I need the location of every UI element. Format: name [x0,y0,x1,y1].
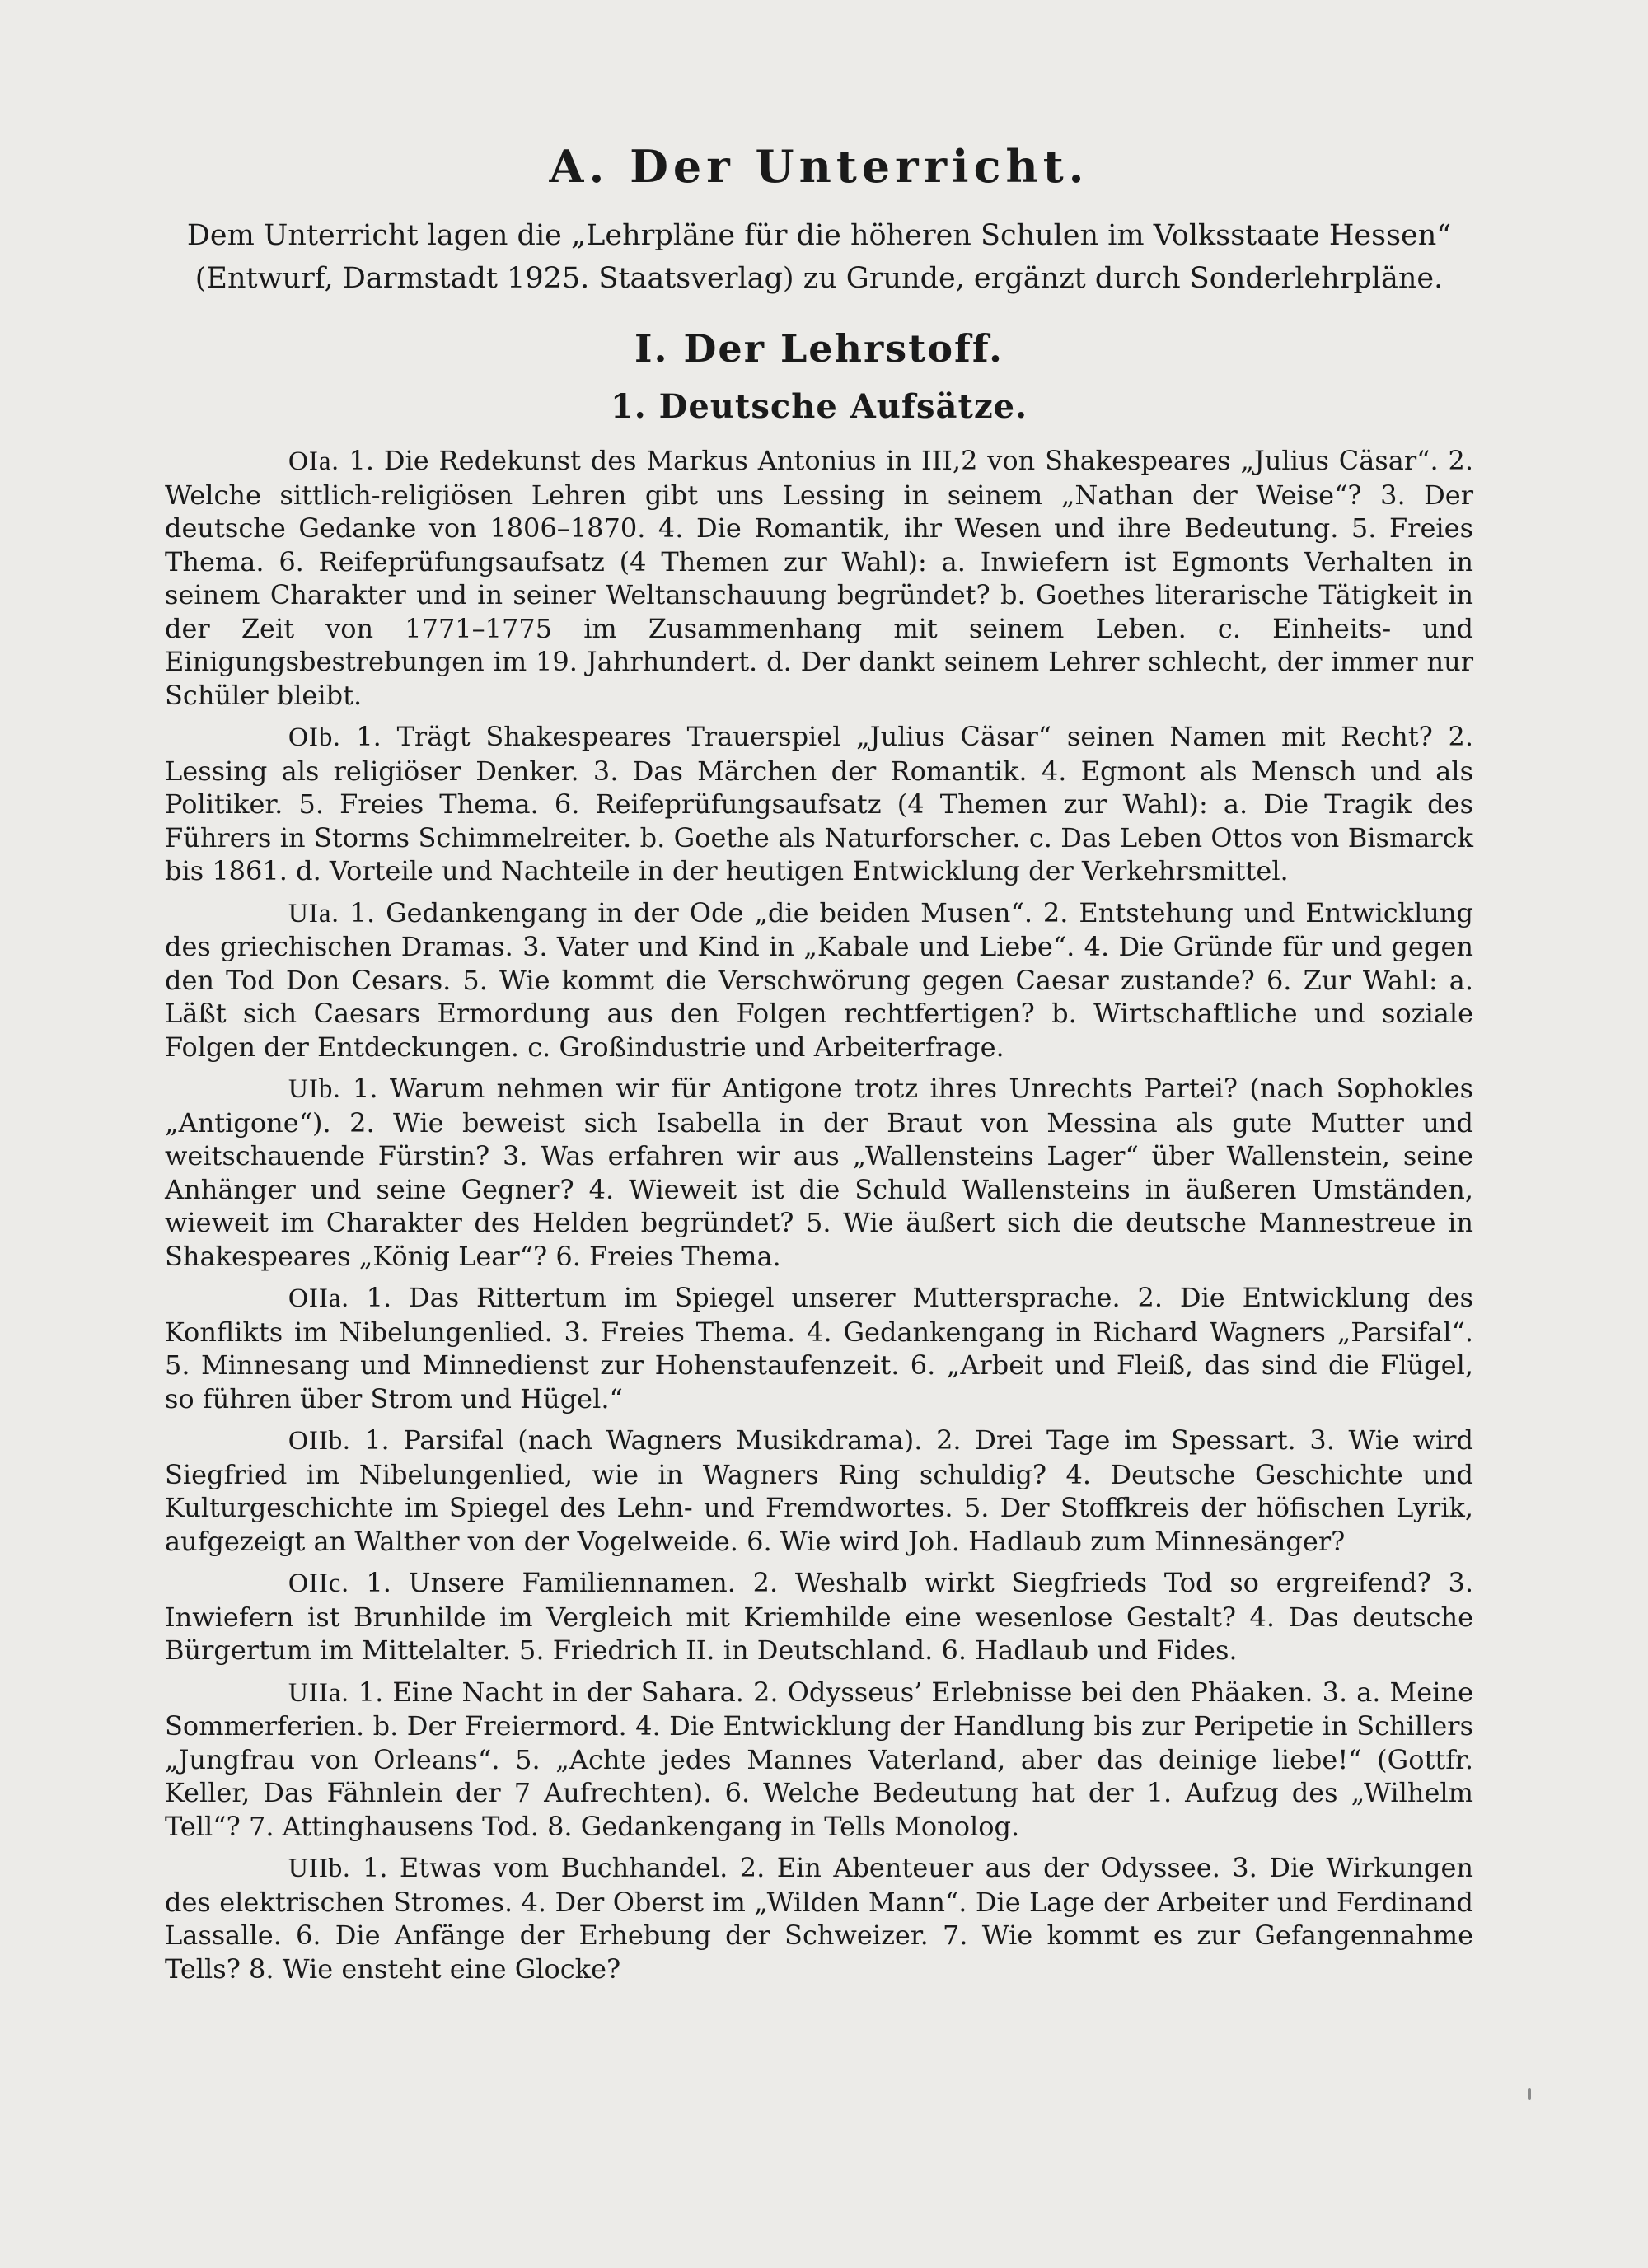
document-page [165,140,1473,1994]
chapter-prefix: A. [549,140,610,193]
entry-text: 1. Unsere Familiennamen. 2. Weshalb wirkt Siegfrieds Tod so ergreifend? 3. Inwiefern ist Brunhilde im Vergleich mit Kriemhilde eine wesenlose Gestalt? 4. Das deutsche Bürgertum im Mittelalter. 5. Friedrich II. in Deutschland. 6. Hadlaub und Fides. [165,1567,1474,1666]
paper-speck [1528,2088,1531,2100]
class-label: OIIc. [288,1569,349,1598]
entry-text: 1. Parsifal (nach Wagners Musikdrama). 2. Drei Tage im Spessart. 3. Wie wird Siegfried im Nibelungenlied, wie in Wagners Ring schuldig? 4. Deutsche Geschichte und Kulturgeschichte im Spiegel des Lehn- und Fremdwortes. 5. Der Stoffkreis der höfischen Lyrik, aufgezeigt an Walther von der Vogelweide. 6. Wie wird Joh. Hadlaub zum Minnesänger? [165,1424,1474,1557]
subsection-number: 1. [610,387,647,426]
entry-ula [165,896,1473,1064]
section-number: I. [634,326,669,371]
entry-oiia [165,1281,1473,1415]
entry-text: 1. Die Redekunst des Markus Antonius in III,2 von Shakespeares „Julius Cäsar“. 2. Welche sittlich-religiösen Lehren gibt uns Lessing in seinem „Nathan der Weise“? 3. Der deutsche Gedanke von 1806–1870. 4. Die Romantik, ihr Wesen und ihre Bedeutung. 5. Freies Thema. 6. Reifeprüfungsaufsatz (4 Themen zur Wahl): a. Inwiefern ist Egmonts Verhalten in seinem Charakter und in seiner Weltanschauung begründet? b. Goethes literarische Tätigkeit in der Zeit von 1771–1775 im Zusammenhang mit seinem Leben. c. Einheits- und Einigungsbestrebungen im 19. Jahrhundert. d. Der dankt seinem Lehrer schlecht, der immer nur Schüler bleibt. [165,445,1474,711]
entry-text: 1. Warum nehmen wir für Antigone trotz ihres Unrechts Partei? (nach Sophokles „Antigone“). 2. Wie beweist sich Isabella in der Braut von Messina als gute Mutter und weitschauende Fürstin? 3. Was erfahren wir aus „Wallensteins Lager“ über Wallenstein, seine Anhänger und seine Gegner? 4. Wieweit ist die Schuld Wallensteins in äußeren Umständen, wieweit im Charakter des Helden begründet? 5. Wie äußert sich die deutsche Mannestreue in Shakespeares „König Lear“? 6. Freies Thema. [165,1073,1474,1272]
chapter-heading [165,140,1473,193]
class-label: OIIb. [288,1426,351,1456]
class-label: UIa. [288,898,339,928]
entry-text: 1. Trägt Shakespeares Trauerspiel „Julius Cäsar“ seinen Namen mit Recht? 2. Lessing als religiöser Denker. 3. Das Märchen der Romantik. 4. Egmont als Mensch und als Politiker. 5. Freies Thema. 6. Reifeprüfungsaufsatz (4 Themen zur Wahl): a. Die Tragik des Führers in Storms Schimmelreiter. b. Goethe als Naturforscher. c. Das Leben Ottos von Bismarck bis 1861. d. Vorteile und Nachteile in der heutigen Entwicklung der Verkehrsmittel. [165,721,1474,886]
entry-text: 1. Eine Nacht in der Sahara. 2. Odysseus’ Erlebnisse bei den Phäaken. 3. a. Meine Sommerferien. b. Der Freiermord. 4. Die Entwicklung der Handlung bis zur Peripetie in Schillers „Jungfrau von Orleans“. 5. „Achte jedes Mannes Vaterland, aber das deinige liebe!“ (Gottfr. Keller, Das Fähnlein der 7 Aufrechten). 6. Welche Bedeutung hat der 1. Aufzug des „Wilhelm Tell“? 7. Attinghausens Tod. 8. Gedankengang in Tells Monolog. [165,1676,1474,1842]
entry-uiia [165,1676,1473,1844]
entry-oiic [165,1566,1473,1667]
class-label: OIIa. [288,1284,349,1313]
entry-ola [165,444,1473,712]
section-heading [165,326,1473,371]
class-label: OIb. [288,722,341,752]
section-title: Der Lehrstoff. [683,326,1004,371]
intro-paragraph: Dem Unterricht lagen die „Lehrpläne für die höheren Schulen im Volksstaate Hessen“ (Entwurf, Darmstadt 1925. Staatsverlag) zu Grunde, ergänzt durch Sonderlehrpläne. [186,219,1452,295]
class-label: UIIa. [288,1677,349,1708]
entry-text: 1. Gedankengang in der Ode „die beiden Musen“. 2. Entstehung und Entwicklung des griechischen Dramas. 3. Vater und Kind in „Kabale und Liebe“. 4. Die Gründe für und gegen den Tod Don Cesars. 5. Wie kommt die Verschwörung gegen Caesar zustande? 6. Zur Wahl: a. Läßt sich Caesars Ermordung aus den Folgen rechtfertigen? b. Wirtschaftliche und soziale Folgen der Entdeckungen. c. Großindustrie und Arbeiterfrage. [165,896,1474,1063]
class-label: UIb. [288,1074,341,1104]
entry-text: 1. Das Rittertum im Spiegel unserer Muttersprache. 2. Die Entwicklung des Konflikts im Nibelungenlied. 3. Freies Thema. 4. Gedankengang in Richard Wagners „Parsifal“. 5. Minnesang und Minnedienst zur Hohenstaufenzeit. 6. „Arbeit und Fleiß, das sind die Flügel, so führen über Strom und Hügel.“ [165,1282,1474,1415]
entry-olb [165,720,1473,888]
class-label: OIa. [288,447,339,476]
subsection-heading [165,387,1473,426]
subsection-title: Deutsche Aufsätze. [658,387,1028,426]
class-label: UIIb. [288,1854,351,1883]
entry-ulb [165,1072,1473,1273]
entry-oiib [165,1424,1473,1558]
entry-uiib [165,1851,1473,1985]
chapter-title: Der Unterricht. [630,140,1089,193]
entry-text: 1. Etwas vom Buchhandel. 2. Ein Abenteuer aus der Odyssee. 3. Die Wirkungen des elektrischen Stromes. 4. Der Oberst im „Wilden Mann“. Die Lage der Arbeiter und Ferdinand Lassalle. 6. Die Anfänge der Erhebung der Schweizer. 7. Wie kommt es zur Gefangennahme Tells? 8. Wie ensteht eine Glocke? [165,1852,1474,1985]
